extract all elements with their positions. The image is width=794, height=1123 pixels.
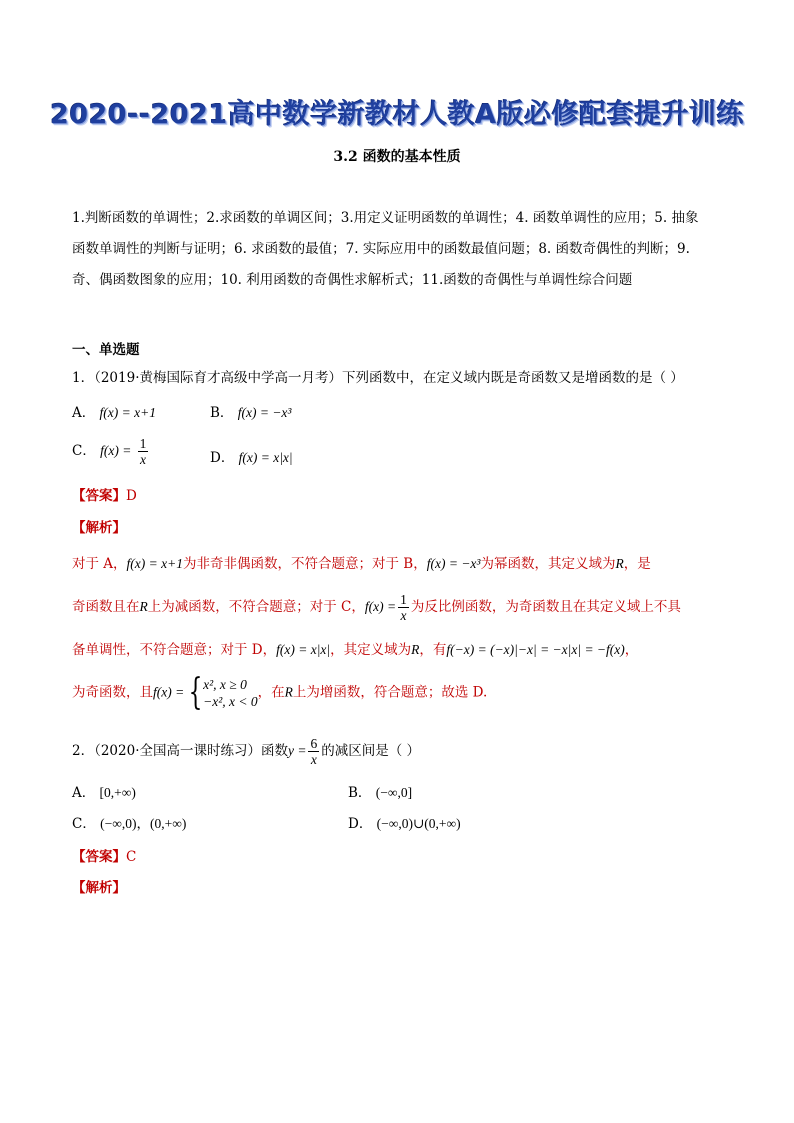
q2-option-d [348,812,461,832]
question-2-stem [72,736,420,767]
solution-math: R [139,599,148,614]
solution-text: 对于 A， [72,556,127,572]
answer-value: D [126,488,137,504]
section-subtitle: 3.2 函数的基本性质 [333,149,461,165]
fraction [308,736,319,767]
solution-math: f(x) = [153,684,185,700]
option-label: C． [72,443,96,459]
solution-text: ，在 [257,684,285,701]
document-banner-title: 2020--2021高中数学新教材人教A版必修配套提升训练 [49,99,745,130]
solution-math: R [284,684,293,700]
q1-answer [72,484,137,504]
option-label: C． [72,816,96,832]
solution-text: 为幂函数，其定义域为 [480,556,616,572]
solution-text: 为非奇非偶函数，不符合题意；对于 B， [183,556,427,572]
fraction-denominator: x [140,452,147,467]
option-expr: f(x) = x|x| [238,450,293,465]
option-expr: (−∞,0] [375,785,413,800]
q1-solution-line [72,592,732,623]
solution-math: R [615,556,624,571]
question-text: 的减区间是（ ） [321,743,421,759]
solution-math: f(x) = x|x| [276,642,331,657]
solution-math: R [411,642,420,657]
option-label: A． [72,785,96,801]
fraction [398,592,409,623]
q1-option-c [72,436,150,467]
fraction-numerator: 1 [139,436,147,451]
topic-list [72,203,732,296]
fraction [138,436,149,467]
fraction-numerator: 1 [400,592,407,607]
solution-text: ，是 [623,556,651,572]
solution-math: f(x) = [364,599,397,614]
option-expr: (−∞,0)，(0,+∞) [100,816,187,831]
option-expr: (−∞,0)∪(0,+∞) [376,816,461,831]
solution-text: 为奇函数，且 [72,684,153,701]
fraction-numerator: 6 [310,736,318,751]
answer-label: 【答案】 [72,849,126,865]
q1-solution-line [72,672,732,713]
option-expr: f(x) = [100,443,132,458]
option-label: A． [72,405,96,421]
q1-option-b [210,401,291,421]
case-row: x², x ≥ 0 [203,677,247,692]
option-expr: [0,+∞) [99,785,136,800]
fraction-denominator: x [400,608,407,623]
solution-math: f(−x) = (−x)|−x| = −x|x| = −f(x) [446,642,625,657]
solution-text: 为反比例函数，为奇函数且在其定义域上不具 [410,599,681,615]
answer-label: 【答案】 [72,488,126,504]
answer-value: C [126,849,137,865]
option-label: B． [210,405,234,421]
solution-text: 上为减函数，不符合题意；对于 C， [147,599,365,615]
solution-text: ， [624,642,639,658]
q1-solution-line [72,638,732,658]
q1-option-a [72,401,156,421]
q2-option-c [72,812,186,832]
topic-line: 函数单调性的判断与证明；6. 求函数的最值；7. 实际应用中的函数最值问题；8. 函数奇偶性的判断；9. [72,241,690,257]
solution-math: f(x) = −x³ [426,556,481,571]
option-expr: f(x) = −x³ [237,405,292,420]
solution-text: 上为增函数，符合题意；故选 D. [292,684,488,701]
solution-text: ，其定义域为 [330,642,412,658]
q2-option-b [348,781,412,801]
option-expr: f(x) = x+1 [99,405,156,420]
solution-text: ，有 [419,642,447,658]
solution-text: 备单调性，不符合题意；对于 D， [72,642,277,658]
option-label: B． [348,785,372,801]
question-text: 2．（2020·全国高一课时练习）函数 [72,743,288,759]
option-label: D． [210,450,235,466]
q2-answer [72,845,136,865]
option-label: D． [348,816,373,832]
topic-line: 奇、偶函数图象的应用；10. 利用函数的奇偶性求解析式；11.函数的奇偶性与单调性综合问题 [72,272,633,288]
section-heading: 一、单选题 [72,342,140,358]
q1-option-d [210,446,293,466]
solution-text: 奇函数且在 [72,599,140,615]
question-math: y = [288,743,307,758]
q2-option-a [72,781,136,801]
topic-line: 1.判断函数的单调性；2.求函数的单调区间；3.用定义证明函数的单调性；4. 函数单调性的应用；5. 抽象 [72,210,699,226]
left-brace-symbol: { [188,672,203,713]
case-row: −x², x < 0 [203,694,258,709]
q1-analysis-label: 【解析】 [72,520,126,536]
solution-math: f(x) = x+1 [126,556,183,571]
piecewise-cases [203,676,258,710]
fraction-denominator: x [310,752,317,767]
question-1-stem: 1．（2019·黄梅国际育才高级中学高一月考）下列函数中，在定义域内既是奇函数又是增函数的是（ ） [72,370,684,386]
q1-solution-line [72,552,732,572]
q2-analysis-label: 【解析】 [72,880,126,896]
